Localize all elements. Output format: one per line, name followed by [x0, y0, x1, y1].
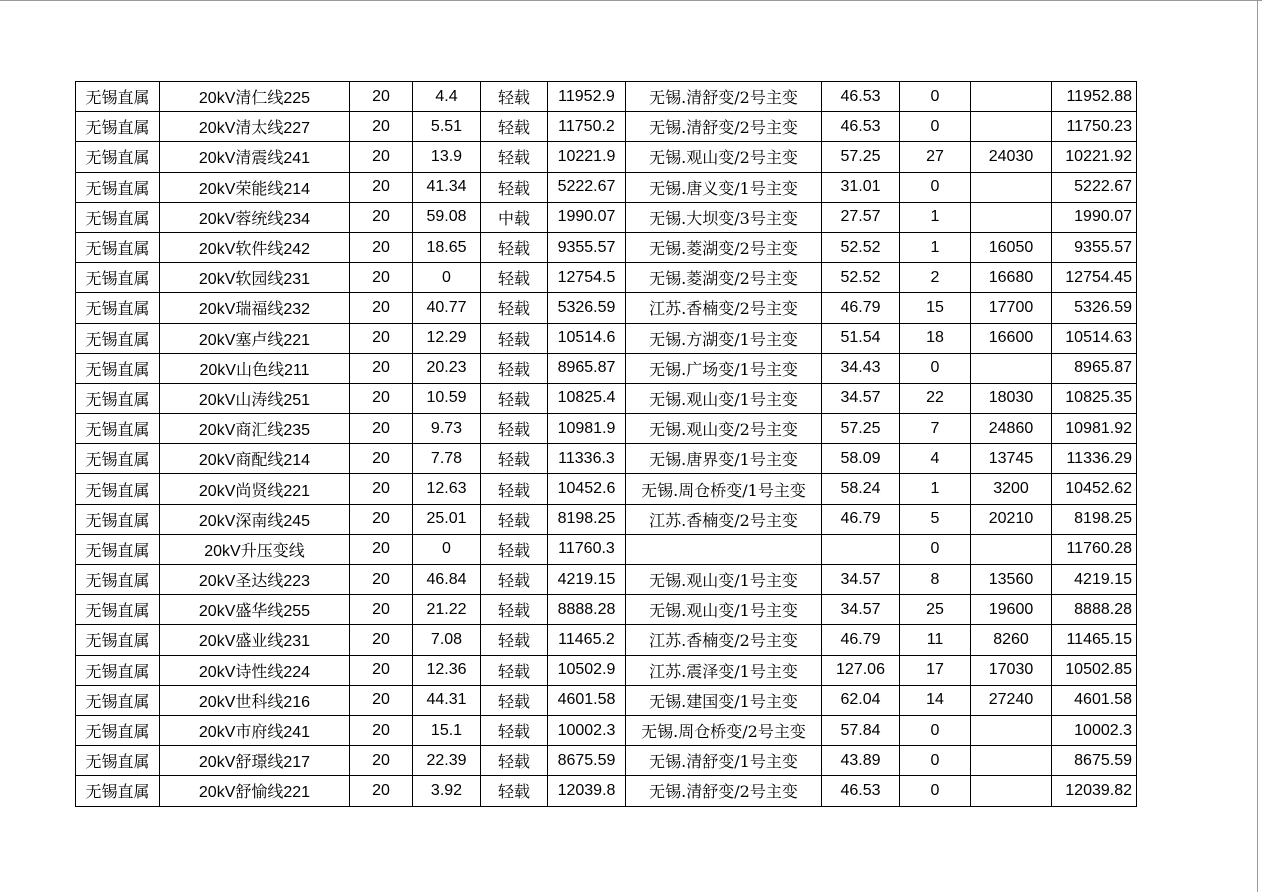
value-cell: 11465.15 — [1052, 625, 1137, 655]
unit-cell: 无锡直属 — [76, 293, 160, 323]
page-top-border — [0, 0, 1262, 1]
capacity-cell: 4601.58 — [548, 685, 626, 715]
voltage-cell: 20 — [350, 142, 413, 172]
capacity2-cell — [971, 112, 1052, 142]
transformer-cell: 无锡.清舒变/2号主变 — [626, 112, 822, 142]
load-rate-cell: 18.65 — [413, 232, 481, 262]
value-cell: 10514.63 — [1052, 323, 1137, 353]
capacity2-cell — [971, 172, 1052, 202]
transformer-load-cell: 57.25 — [822, 414, 900, 444]
unit-cell: 无锡直属 — [76, 142, 160, 172]
voltage-cell: 20 — [350, 565, 413, 595]
table-row — [76, 655, 1137, 685]
transformer-cell: 无锡.观山变/2号主变 — [626, 414, 822, 444]
load-rate-cell: 0 — [413, 263, 481, 293]
transformer-cell: 无锡.建国变/1号主变 — [626, 685, 822, 715]
load-status-cell: 轻载 — [481, 142, 548, 172]
line-name-cell: 20kV塞卢线221 — [160, 323, 350, 353]
voltage-cell: 20 — [350, 504, 413, 534]
capacity-cell: 12754.5 — [548, 263, 626, 293]
line-name-cell: 20kV深南线245 — [160, 504, 350, 534]
load-rate-cell: 25.01 — [413, 504, 481, 534]
load-status-cell: 轻载 — [481, 414, 548, 444]
transformer-load-cell: 27.57 — [822, 202, 900, 232]
transformer-cell: 江苏.香楠变/2号主变 — [626, 625, 822, 655]
count-cell: 22 — [900, 383, 971, 413]
load-rate-cell: 0 — [413, 534, 481, 564]
capacity2-cell: 20210 — [971, 504, 1052, 534]
count-cell: 17 — [900, 655, 971, 685]
load-rate-cell: 20.23 — [413, 353, 481, 383]
value-cell: 10825.35 — [1052, 383, 1137, 413]
capacity-cell: 5326.59 — [548, 293, 626, 323]
load-status-cell: 轻载 — [481, 474, 548, 504]
unit-cell: 无锡直属 — [76, 202, 160, 232]
line-name-cell: 20kV软园线231 — [160, 263, 350, 293]
load-rate-cell: 7.08 — [413, 625, 481, 655]
load-rate-cell: 12.63 — [413, 474, 481, 504]
transformer-load-cell: 52.52 — [822, 263, 900, 293]
capacity2-cell: 17030 — [971, 655, 1052, 685]
transformer-cell: 无锡.唐界变/1号主变 — [626, 444, 822, 474]
value-cell: 8888.28 — [1052, 595, 1137, 625]
value-cell: 5222.67 — [1052, 172, 1137, 202]
load-rate-cell: 9.73 — [413, 414, 481, 444]
transformer-load-cell: 46.79 — [822, 293, 900, 323]
count-cell: 15 — [900, 293, 971, 323]
table-row — [76, 202, 1137, 232]
load-status-cell: 轻载 — [481, 504, 548, 534]
transformer-cell: 无锡.观山变/2号主变 — [626, 142, 822, 172]
load-status-cell: 轻载 — [481, 323, 548, 353]
transformer-load-cell: 31.01 — [822, 172, 900, 202]
capacity-cell: 1990.07 — [548, 202, 626, 232]
transformer-load-cell: 34.43 — [822, 353, 900, 383]
voltage-cell: 20 — [350, 534, 413, 564]
voltage-cell: 20 — [350, 383, 413, 413]
capacity2-cell — [971, 353, 1052, 383]
voltage-cell: 20 — [350, 112, 413, 142]
value-cell: 12039.82 — [1052, 776, 1137, 806]
table-row — [76, 504, 1137, 534]
voltage-cell: 20 — [350, 82, 413, 112]
value-cell: 4219.15 — [1052, 565, 1137, 595]
transformer-load-cell: 58.09 — [822, 444, 900, 474]
value-cell: 12754.45 — [1052, 263, 1137, 293]
count-cell: 7 — [900, 414, 971, 444]
voltage-cell: 20 — [350, 746, 413, 776]
transformer-cell: 无锡.方湖变/1号主变 — [626, 323, 822, 353]
transformer-load-cell: 34.57 — [822, 565, 900, 595]
table-row — [76, 595, 1137, 625]
count-cell: 1 — [900, 202, 971, 232]
capacity2-cell: 17700 — [971, 293, 1052, 323]
count-cell: 1 — [900, 474, 971, 504]
capacity2-cell — [971, 715, 1052, 745]
table-row — [76, 444, 1137, 474]
transformer-cell: 无锡.广场变/1号主变 — [626, 353, 822, 383]
unit-cell: 无锡直属 — [76, 112, 160, 142]
value-cell: 9355.57 — [1052, 232, 1137, 262]
transformer-cell: 无锡.清舒变/2号主变 — [626, 776, 822, 806]
count-cell: 0 — [900, 715, 971, 745]
data-table — [75, 81, 1137, 807]
table-row — [76, 142, 1137, 172]
load-rate-cell: 5.51 — [413, 112, 481, 142]
table-row — [76, 353, 1137, 383]
count-cell: 0 — [900, 172, 971, 202]
unit-cell: 无锡直属 — [76, 414, 160, 444]
line-name-cell: 20kV山色线211 — [160, 353, 350, 383]
count-cell: 5 — [900, 504, 971, 534]
unit-cell: 无锡直属 — [76, 534, 160, 564]
load-status-cell: 轻载 — [481, 625, 548, 655]
count-cell: 0 — [900, 112, 971, 142]
transformer-cell: 无锡.周仓桥变/1号主变 — [626, 474, 822, 504]
table-row — [76, 625, 1137, 655]
capacity-cell: 8965.87 — [548, 353, 626, 383]
value-cell: 11952.88 — [1052, 82, 1137, 112]
capacity-cell: 10825.4 — [548, 383, 626, 413]
load-status-cell: 轻载 — [481, 82, 548, 112]
value-cell: 4601.58 — [1052, 685, 1137, 715]
line-name-cell: 20kV山涛线251 — [160, 383, 350, 413]
count-cell: 4 — [900, 444, 971, 474]
table-row — [76, 112, 1137, 142]
load-status-cell: 轻载 — [481, 232, 548, 262]
load-status-cell: 轻载 — [481, 655, 548, 685]
transformer-cell: 无锡.大坝变/3号主变 — [626, 202, 822, 232]
value-cell: 1990.07 — [1052, 202, 1137, 232]
transformer-cell: 无锡.菱湖变/2号主变 — [626, 263, 822, 293]
capacity2-cell — [971, 82, 1052, 112]
voltage-cell: 20 — [350, 444, 413, 474]
count-cell: 14 — [900, 685, 971, 715]
line-name-cell: 20kV诗性线224 — [160, 655, 350, 685]
line-name-cell: 20kV舒璟线217 — [160, 746, 350, 776]
table-row — [76, 82, 1137, 112]
load-status-cell: 轻载 — [481, 534, 548, 564]
load-rate-cell: 10.59 — [413, 383, 481, 413]
transformer-load-cell: 62.04 — [822, 685, 900, 715]
voltage-cell: 20 — [350, 293, 413, 323]
table-row — [76, 474, 1137, 504]
table-row — [76, 383, 1137, 413]
transformer-load-cell: 127.06 — [822, 655, 900, 685]
line-name-cell: 20kV圣达线223 — [160, 565, 350, 595]
load-status-cell: 轻载 — [481, 776, 548, 806]
unit-cell: 无锡直属 — [76, 504, 160, 534]
transformer-cell: 无锡.观山变/1号主变 — [626, 565, 822, 595]
capacity2-cell: 16050 — [971, 232, 1052, 262]
table-row — [76, 293, 1137, 323]
transformer-cell — [626, 534, 822, 564]
load-rate-cell: 7.78 — [413, 444, 481, 474]
table-row — [76, 414, 1137, 444]
load-status-cell: 轻载 — [481, 565, 548, 595]
transformer-load-cell: 46.53 — [822, 82, 900, 112]
line-name-cell: 20kV盛业线231 — [160, 625, 350, 655]
value-cell: 11336.29 — [1052, 444, 1137, 474]
load-rate-cell: 3.92 — [413, 776, 481, 806]
transformer-load-cell: 57.84 — [822, 715, 900, 745]
capacity2-cell: 18030 — [971, 383, 1052, 413]
transformer-cell: 江苏.香楠变/2号主变 — [626, 293, 822, 323]
table-row — [76, 534, 1137, 564]
line-name-cell: 20kV软件线242 — [160, 232, 350, 262]
count-cell: 27 — [900, 142, 971, 172]
unit-cell: 无锡直属 — [76, 323, 160, 353]
load-rate-cell: 12.29 — [413, 323, 481, 353]
transformer-cell: 无锡.周仓桥变/2号主变 — [626, 715, 822, 745]
capacity2-cell — [971, 534, 1052, 564]
transformer-load-cell: 57.25 — [822, 142, 900, 172]
line-name-cell: 20kV清震线241 — [160, 142, 350, 172]
load-rate-cell: 21.22 — [413, 595, 481, 625]
load-status-cell: 轻载 — [481, 746, 548, 776]
count-cell: 8 — [900, 565, 971, 595]
unit-cell: 无锡直属 — [76, 232, 160, 262]
table-row — [76, 172, 1137, 202]
unit-cell: 无锡直属 — [76, 565, 160, 595]
page-right-border — [1257, 0, 1258, 892]
transformer-load-cell: 34.57 — [822, 595, 900, 625]
transformer-load-cell: 58.24 — [822, 474, 900, 504]
line-name-cell: 20kV荣能线214 — [160, 172, 350, 202]
transformer-load-cell: 52.52 — [822, 232, 900, 262]
voltage-cell: 20 — [350, 625, 413, 655]
count-cell: 0 — [900, 776, 971, 806]
capacity2-cell: 19600 — [971, 595, 1052, 625]
line-name-cell: 20kV盛华线255 — [160, 595, 350, 625]
voltage-cell: 20 — [350, 202, 413, 232]
voltage-cell: 20 — [350, 323, 413, 353]
load-status-cell: 轻载 — [481, 172, 548, 202]
load-status-cell: 轻载 — [481, 595, 548, 625]
unit-cell: 无锡直属 — [76, 82, 160, 112]
load-status-cell: 轻载 — [481, 715, 548, 745]
transformer-cell: 无锡.观山变/1号主变 — [626, 595, 822, 625]
capacity2-cell: 3200 — [971, 474, 1052, 504]
value-cell: 10002.3 — [1052, 715, 1137, 745]
voltage-cell: 20 — [350, 685, 413, 715]
voltage-cell: 20 — [350, 263, 413, 293]
capacity-cell: 11952.9 — [548, 82, 626, 112]
load-rate-cell: 4.4 — [413, 82, 481, 112]
line-name-cell: 20kV升压变线 — [160, 534, 350, 564]
transformer-cell: 无锡.清舒变/2号主变 — [626, 82, 822, 112]
load-rate-cell: 12.36 — [413, 655, 481, 685]
value-cell: 11760.28 — [1052, 534, 1137, 564]
voltage-cell: 20 — [350, 353, 413, 383]
line-name-cell: 20kV清仁线225 — [160, 82, 350, 112]
count-cell: 0 — [900, 534, 971, 564]
voltage-cell: 20 — [350, 715, 413, 745]
value-cell: 8675.59 — [1052, 746, 1137, 776]
capacity-cell: 11760.3 — [548, 534, 626, 564]
line-name-cell: 20kV世科线216 — [160, 685, 350, 715]
unit-cell: 无锡直属 — [76, 263, 160, 293]
table-row — [76, 565, 1137, 595]
transformer-load-cell: 43.89 — [822, 746, 900, 776]
load-status-cell: 轻载 — [481, 444, 548, 474]
line-name-cell: 20kV瑞福线232 — [160, 293, 350, 323]
capacity-cell: 10452.6 — [548, 474, 626, 504]
line-name-cell: 20kV市府线241 — [160, 715, 350, 745]
table-row — [76, 323, 1137, 353]
count-cell: 0 — [900, 746, 971, 776]
capacity-cell: 8888.28 — [548, 595, 626, 625]
capacity2-cell — [971, 202, 1052, 232]
load-status-cell: 中载 — [481, 202, 548, 232]
value-cell: 8198.25 — [1052, 504, 1137, 534]
count-cell: 0 — [900, 82, 971, 112]
table-row — [76, 776, 1137, 806]
capacity2-cell: 16680 — [971, 263, 1052, 293]
table-row — [76, 715, 1137, 745]
capacity-cell: 11336.3 — [548, 444, 626, 474]
load-rate-cell: 40.77 — [413, 293, 481, 323]
transformer-load-cell: 46.79 — [822, 504, 900, 534]
count-cell: 0 — [900, 353, 971, 383]
transformer-cell: 江苏.香楠变/2号主变 — [626, 504, 822, 534]
capacity-cell: 11465.2 — [548, 625, 626, 655]
load-rate-cell: 41.34 — [413, 172, 481, 202]
count-cell: 2 — [900, 263, 971, 293]
transformer-load-cell: 46.79 — [822, 625, 900, 655]
line-name-cell: 20kV清太线227 — [160, 112, 350, 142]
table-row — [76, 746, 1137, 776]
table-row — [76, 263, 1137, 293]
unit-cell: 无锡直属 — [76, 172, 160, 202]
unit-cell: 无锡直属 — [76, 444, 160, 474]
transformer-cell: 江苏.震泽变/1号主变 — [626, 655, 822, 685]
voltage-cell: 20 — [350, 474, 413, 504]
line-name-cell: 20kV舒愉线221 — [160, 776, 350, 806]
unit-cell: 无锡直属 — [76, 746, 160, 776]
unit-cell: 无锡直属 — [76, 776, 160, 806]
load-status-cell: 轻载 — [481, 112, 548, 142]
transformer-cell: 无锡.菱湖变/2号主变 — [626, 232, 822, 262]
capacity2-cell: 24030 — [971, 142, 1052, 172]
voltage-cell: 20 — [350, 232, 413, 262]
load-rate-cell: 22.39 — [413, 746, 481, 776]
value-cell: 5326.59 — [1052, 293, 1137, 323]
capacity2-cell: 24860 — [971, 414, 1052, 444]
load-rate-cell: 59.08 — [413, 202, 481, 232]
count-cell: 25 — [900, 595, 971, 625]
transformer-load-cell: 46.53 — [822, 112, 900, 142]
load-status-cell: 轻载 — [481, 383, 548, 413]
value-cell: 10502.85 — [1052, 655, 1137, 685]
capacity-cell: 12039.8 — [548, 776, 626, 806]
value-cell: 10221.92 — [1052, 142, 1137, 172]
capacity-cell: 11750.2 — [548, 112, 626, 142]
capacity2-cell: 27240 — [971, 685, 1052, 715]
voltage-cell: 20 — [350, 655, 413, 685]
unit-cell: 无锡直属 — [76, 715, 160, 745]
unit-cell: 无锡直属 — [76, 625, 160, 655]
table-body — [76, 82, 1137, 807]
transformer-load-cell: 46.53 — [822, 776, 900, 806]
table-row — [76, 685, 1137, 715]
voltage-cell: 20 — [350, 414, 413, 444]
capacity-cell: 4219.15 — [548, 565, 626, 595]
value-cell: 10452.62 — [1052, 474, 1137, 504]
line-name-cell: 20kV商配线214 — [160, 444, 350, 474]
count-cell: 1 — [900, 232, 971, 262]
unit-cell: 无锡直属 — [76, 595, 160, 625]
transformer-load-cell: 51.54 — [822, 323, 900, 353]
load-rate-cell: 44.31 — [413, 685, 481, 715]
capacity-cell: 10514.6 — [548, 323, 626, 353]
load-status-cell: 轻载 — [481, 293, 548, 323]
value-cell: 11750.23 — [1052, 112, 1137, 142]
voltage-cell: 20 — [350, 172, 413, 202]
unit-cell: 无锡直属 — [76, 655, 160, 685]
voltage-cell: 20 — [350, 776, 413, 806]
load-status-cell: 轻载 — [481, 685, 548, 715]
load-rate-cell: 13.9 — [413, 142, 481, 172]
load-status-cell: 轻载 — [481, 353, 548, 383]
capacity2-cell: 16600 — [971, 323, 1052, 353]
capacity2-cell — [971, 746, 1052, 776]
transformer-cell: 无锡.清舒变/1号主变 — [626, 746, 822, 776]
transformer-cell: 无锡.观山变/1号主变 — [626, 383, 822, 413]
line-name-cell: 20kV商汇线235 — [160, 414, 350, 444]
capacity-cell: 5222.67 — [548, 172, 626, 202]
voltage-cell: 20 — [350, 595, 413, 625]
capacity-cell: 10502.9 — [548, 655, 626, 685]
unit-cell: 无锡直属 — [76, 685, 160, 715]
table-row — [76, 232, 1137, 262]
capacity-cell: 10981.9 — [548, 414, 626, 444]
unit-cell: 无锡直属 — [76, 474, 160, 504]
capacity2-cell: 13745 — [971, 444, 1052, 474]
capacity2-cell: 8260 — [971, 625, 1052, 655]
load-rate-cell: 46.84 — [413, 565, 481, 595]
load-status-cell: 轻载 — [481, 263, 548, 293]
capacity-cell: 10002.3 — [548, 715, 626, 745]
capacity-cell: 8198.25 — [548, 504, 626, 534]
capacity-cell: 8675.59 — [548, 746, 626, 776]
value-cell: 8965.87 — [1052, 353, 1137, 383]
line-name-cell: 20kV尚贤线221 — [160, 474, 350, 504]
unit-cell: 无锡直属 — [76, 383, 160, 413]
line-name-cell: 20kV蓉统线234 — [160, 202, 350, 232]
count-cell: 11 — [900, 625, 971, 655]
capacity2-cell: 13560 — [971, 565, 1052, 595]
unit-cell: 无锡直属 — [76, 353, 160, 383]
value-cell: 10981.92 — [1052, 414, 1137, 444]
transformer-load-cell — [822, 534, 900, 564]
load-rate-cell: 15.1 — [413, 715, 481, 745]
capacity2-cell — [971, 776, 1052, 806]
transformer-cell: 无锡.唐义变/1号主变 — [626, 172, 822, 202]
capacity-cell: 10221.9 — [548, 142, 626, 172]
capacity-cell: 9355.57 — [548, 232, 626, 262]
count-cell: 18 — [900, 323, 971, 353]
transformer-load-cell: 34.57 — [822, 383, 900, 413]
